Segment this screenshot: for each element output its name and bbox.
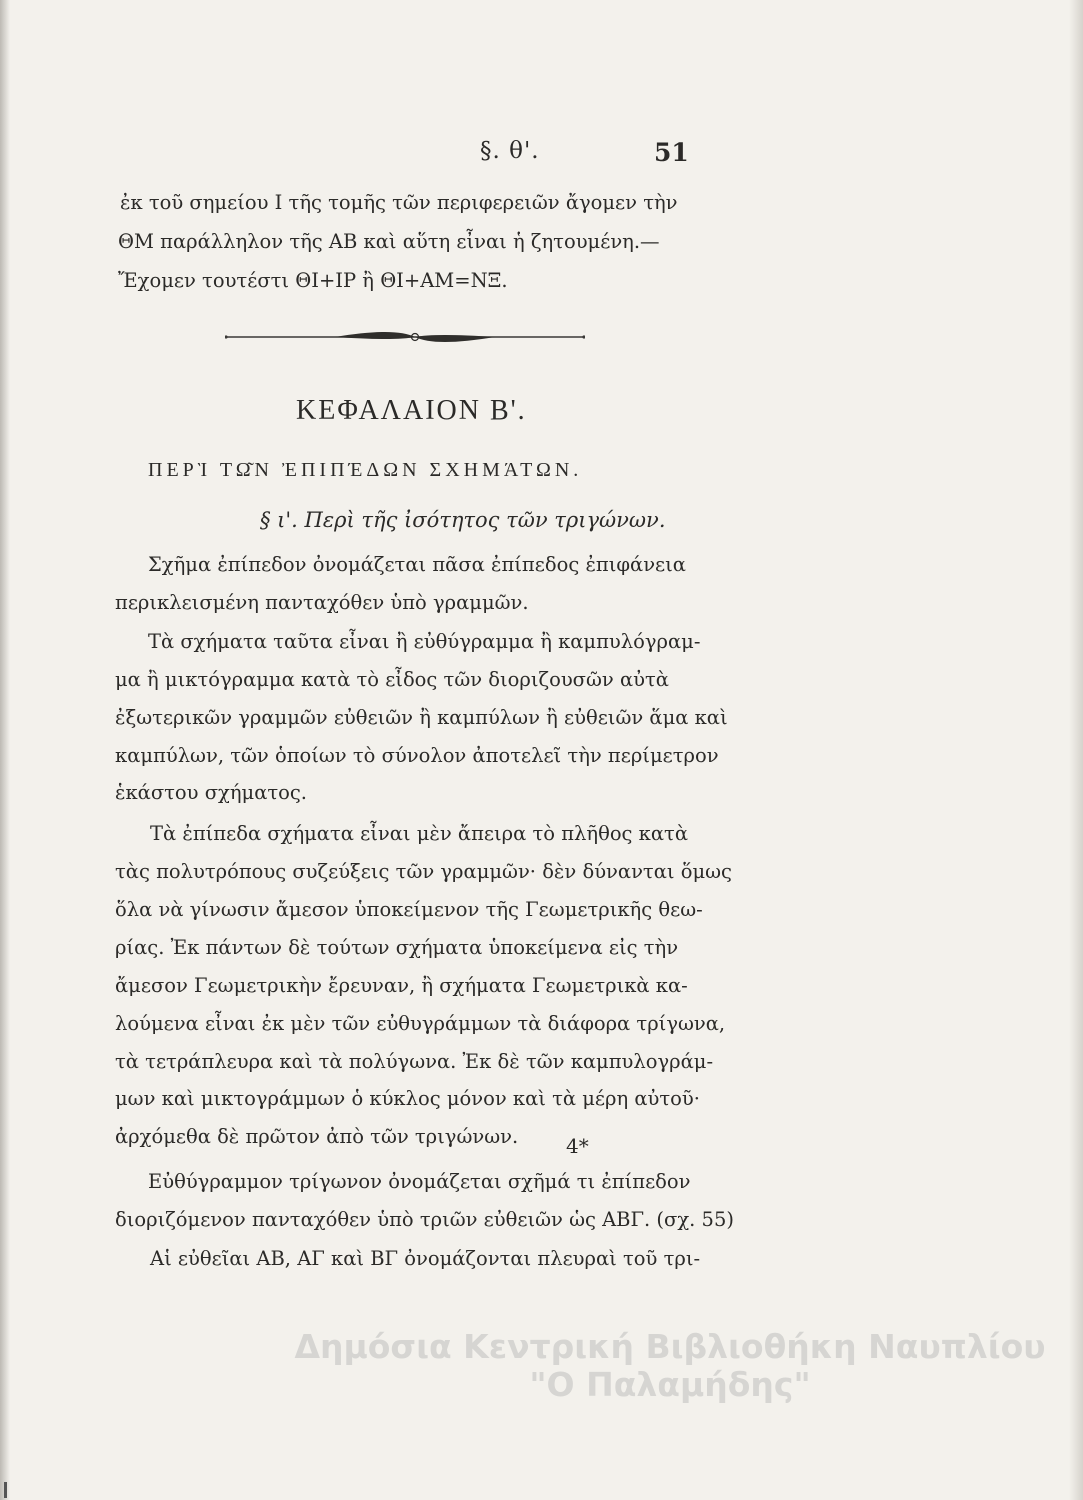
running-header-section: §. θ'.: [480, 138, 540, 164]
text-line: διοριζόμενον πανταχόθεν ὑπὸ τριῶν εὐθειῶν ὡς ΑΒΓ. (σχ. 55): [115, 1208, 734, 1231]
text-line: ἄμεσον Γεωμετρικὴν ἔρευναν, ἢ σχήματα Γεωμετρικὰ κα-: [115, 974, 688, 997]
text-line: Αἱ εὐθεῖαι ΑΒ, ΑΓ καὶ ΒΓ ὀνομάζονται πλευραὶ τοῦ τρι-: [150, 1247, 701, 1270]
text-line: ἀρχόμεθα δὲ πρῶτον ἀπὸ τῶν τριγώνων.: [115, 1125, 519, 1148]
page-number: 51: [654, 138, 689, 167]
text-line: περικλεισμένη πανταχόθεν ὑπὸ γραμμῶν.: [115, 591, 529, 614]
text-line: Τὰ σχήματα ταῦτα εἶναι ἢ εὐθύγραμμα ἢ καμπυλόγραμ-: [148, 630, 701, 653]
scan-edge-mark: [4, 1482, 7, 1498]
text-line: ἐκ τοῦ σημείου Ι τῆς τομῆς τῶν περιφερειῶν ἄγομεν τὴν: [120, 191, 678, 214]
text-line: μα ἢ μικτόγραμμα κατὰ τὸ εἶδος τῶν διοριζουσῶν αὐτὰ: [115, 668, 669, 691]
text-line: ὅλα νὰ γίνωσιν ἄμεσον ὑποκείμενον τῆς Γεωμετρικῆς θεω-: [115, 898, 703, 921]
text-line: τὰ τετράπλευρα καὶ τὰ πολύγωνα. Ἐκ δὲ τῶν καμπυλογράμ-: [115, 1050, 714, 1073]
text-line: ἑκάστου σχήματος.: [115, 781, 308, 804]
chapter-divider-ornament: [225, 325, 585, 349]
chapter-title: ΚΕΦΑΛΑΙΟΝ Β'.: [296, 395, 527, 426]
text-line: καμπύλων, τῶν ὁποίων τὸ σύνολον ἀποτελεῖ τὴν περίμετρον: [115, 744, 719, 767]
text-line: ρίας. Ἐκ πάντων δὲ τούτων σχήματα ὑποκείμενα εἰς τὴν: [115, 936, 679, 959]
section-title: ΠΕΡῚ ΤΩ͂Ν ἘΠΙΠΈΔΩΝ ΣΧΗΜΆΤΩΝ.: [148, 459, 583, 481]
subsection-heading: § ι'. Περὶ τῆς ἰσότητος τῶν τριγώνων.: [260, 508, 666, 532]
text-line: τὰς πολυτρόπους συζεύξεις τῶν γραμμῶν· δὲν δύνανται ὅμως: [115, 860, 732, 883]
text-line: Εὐθύγραμμον τρίγωνον ὀνομάζεται σχῆμά τι ἐπίπεδον: [148, 1170, 691, 1193]
page-edge-shadow: [1069, 0, 1083, 1500]
text-line: μων καὶ μικτογράμμων ὁ κύκλος μόνον καὶ τὰ μέρη αὐτοῦ·: [115, 1087, 700, 1110]
text-line: λούμενα εἶναι ἐκ μὲν τῶν εὐθυγράμμων τὰ διάφορα τρίγωνα,: [115, 1012, 726, 1035]
library-watermark: [240, 1328, 1083, 1404]
text-line: Τὰ ἐπίπεδα σχήματα εἶναι μὲν ἄπειρα τὸ πλῆθος κατὰ: [150, 822, 688, 845]
page-gutter-shadow: [0, 0, 10, 1500]
watermark-line: "Ο Παλαμήδης": [529, 1364, 811, 1404]
watermark-line: Δημόσια Κεντρική Βιβλιοθήκη Ναυπλίου: [294, 1327, 1046, 1366]
printer-signature-mark: 4*: [566, 1134, 589, 1158]
text-line: ἐξωτερικῶν γραμμῶν εὐθειῶν ἢ καμπύλων ἢ εὐθειῶν ἅμα καὶ: [115, 706, 728, 729]
text-line: Ἔχομεν τουτέστι ΘΙ+ΙΡ ἢ ΘΙ+ΑΜ=ΝΞ.: [118, 269, 508, 292]
text-line: ΘΜ παράλληλον τῆς ΑΒ καὶ αὕτη εἶναι ἡ ζητουμένη.—: [118, 230, 660, 253]
text-line: Σχῆμα ἐπίπεδον ὀνομάζεται πᾶσα ἐπίπεδος ἐπιφάνεια: [148, 553, 686, 576]
